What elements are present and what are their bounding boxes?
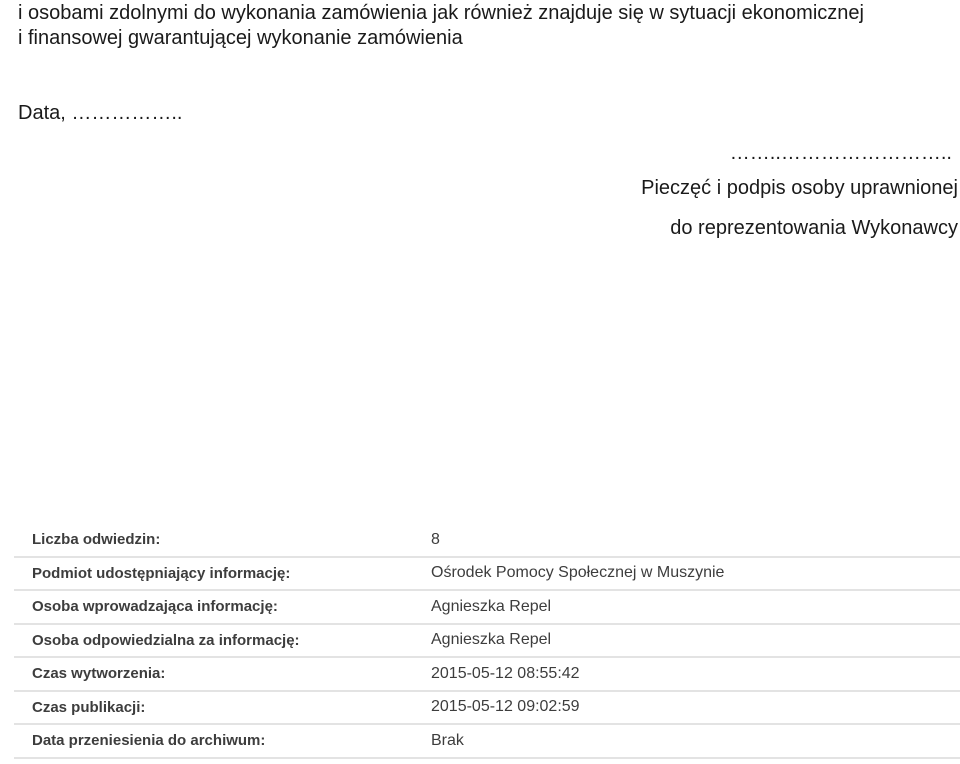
intro-paragraph bbox=[18, 1, 864, 51]
metadata-value: 2015-05-12 08:55:42 bbox=[431, 664, 580, 682]
metadata-value: Agnieszka Repel bbox=[431, 597, 552, 615]
metadata-label: Podmiot udostępniający informację: bbox=[32, 564, 291, 582]
metadata-label: Czas wytworzenia: bbox=[32, 665, 166, 683]
signature-dots: ……..…………………….. bbox=[729, 142, 952, 164]
signature-caption-line-2: do reprezentowania Wykonawcy bbox=[670, 217, 958, 239]
metadata-table bbox=[14, 524, 960, 759]
metadata-row-visits bbox=[14, 524, 960, 558]
metadata-value: Brak bbox=[431, 731, 464, 749]
signature-caption-line-1: Pieczęć i podpis osoby uprawnionej bbox=[641, 177, 958, 199]
intro-line-1: i osobami zdolnymi do wykonania zamówienia jak również znajduje się w sytuacji ekonomicznej bbox=[18, 2, 864, 24]
metadata-value: 2015-05-12 09:02:59 bbox=[431, 698, 580, 716]
metadata-value: 8 bbox=[431, 530, 440, 548]
metadata-label: Data przeniesienia do archiwum: bbox=[32, 732, 266, 750]
metadata-value: Agnieszka Repel bbox=[431, 631, 552, 649]
metadata-row-entered-by bbox=[14, 591, 960, 625]
metadata-row-publisher bbox=[14, 558, 960, 592]
date-line: Data, …………….. bbox=[18, 102, 183, 124]
intro-line-2: i finansowej gwarantującej wykonanie zamówienia bbox=[18, 27, 463, 49]
metadata-label: Czas publikacji: bbox=[32, 698, 146, 716]
metadata-row-published bbox=[14, 692, 960, 726]
metadata-label: Osoba wprowadzająca informację: bbox=[32, 598, 278, 616]
metadata-label: Osoba odpowiedzialna za informację: bbox=[32, 631, 300, 649]
metadata-label: Liczba odwiedzin: bbox=[32, 531, 161, 549]
metadata-row-archived bbox=[14, 725, 960, 759]
metadata-row-responsible bbox=[14, 625, 960, 659]
metadata-row-created bbox=[14, 658, 960, 692]
metadata-value: Ośrodek Pomocy Społecznej w Muszynie bbox=[431, 564, 725, 582]
